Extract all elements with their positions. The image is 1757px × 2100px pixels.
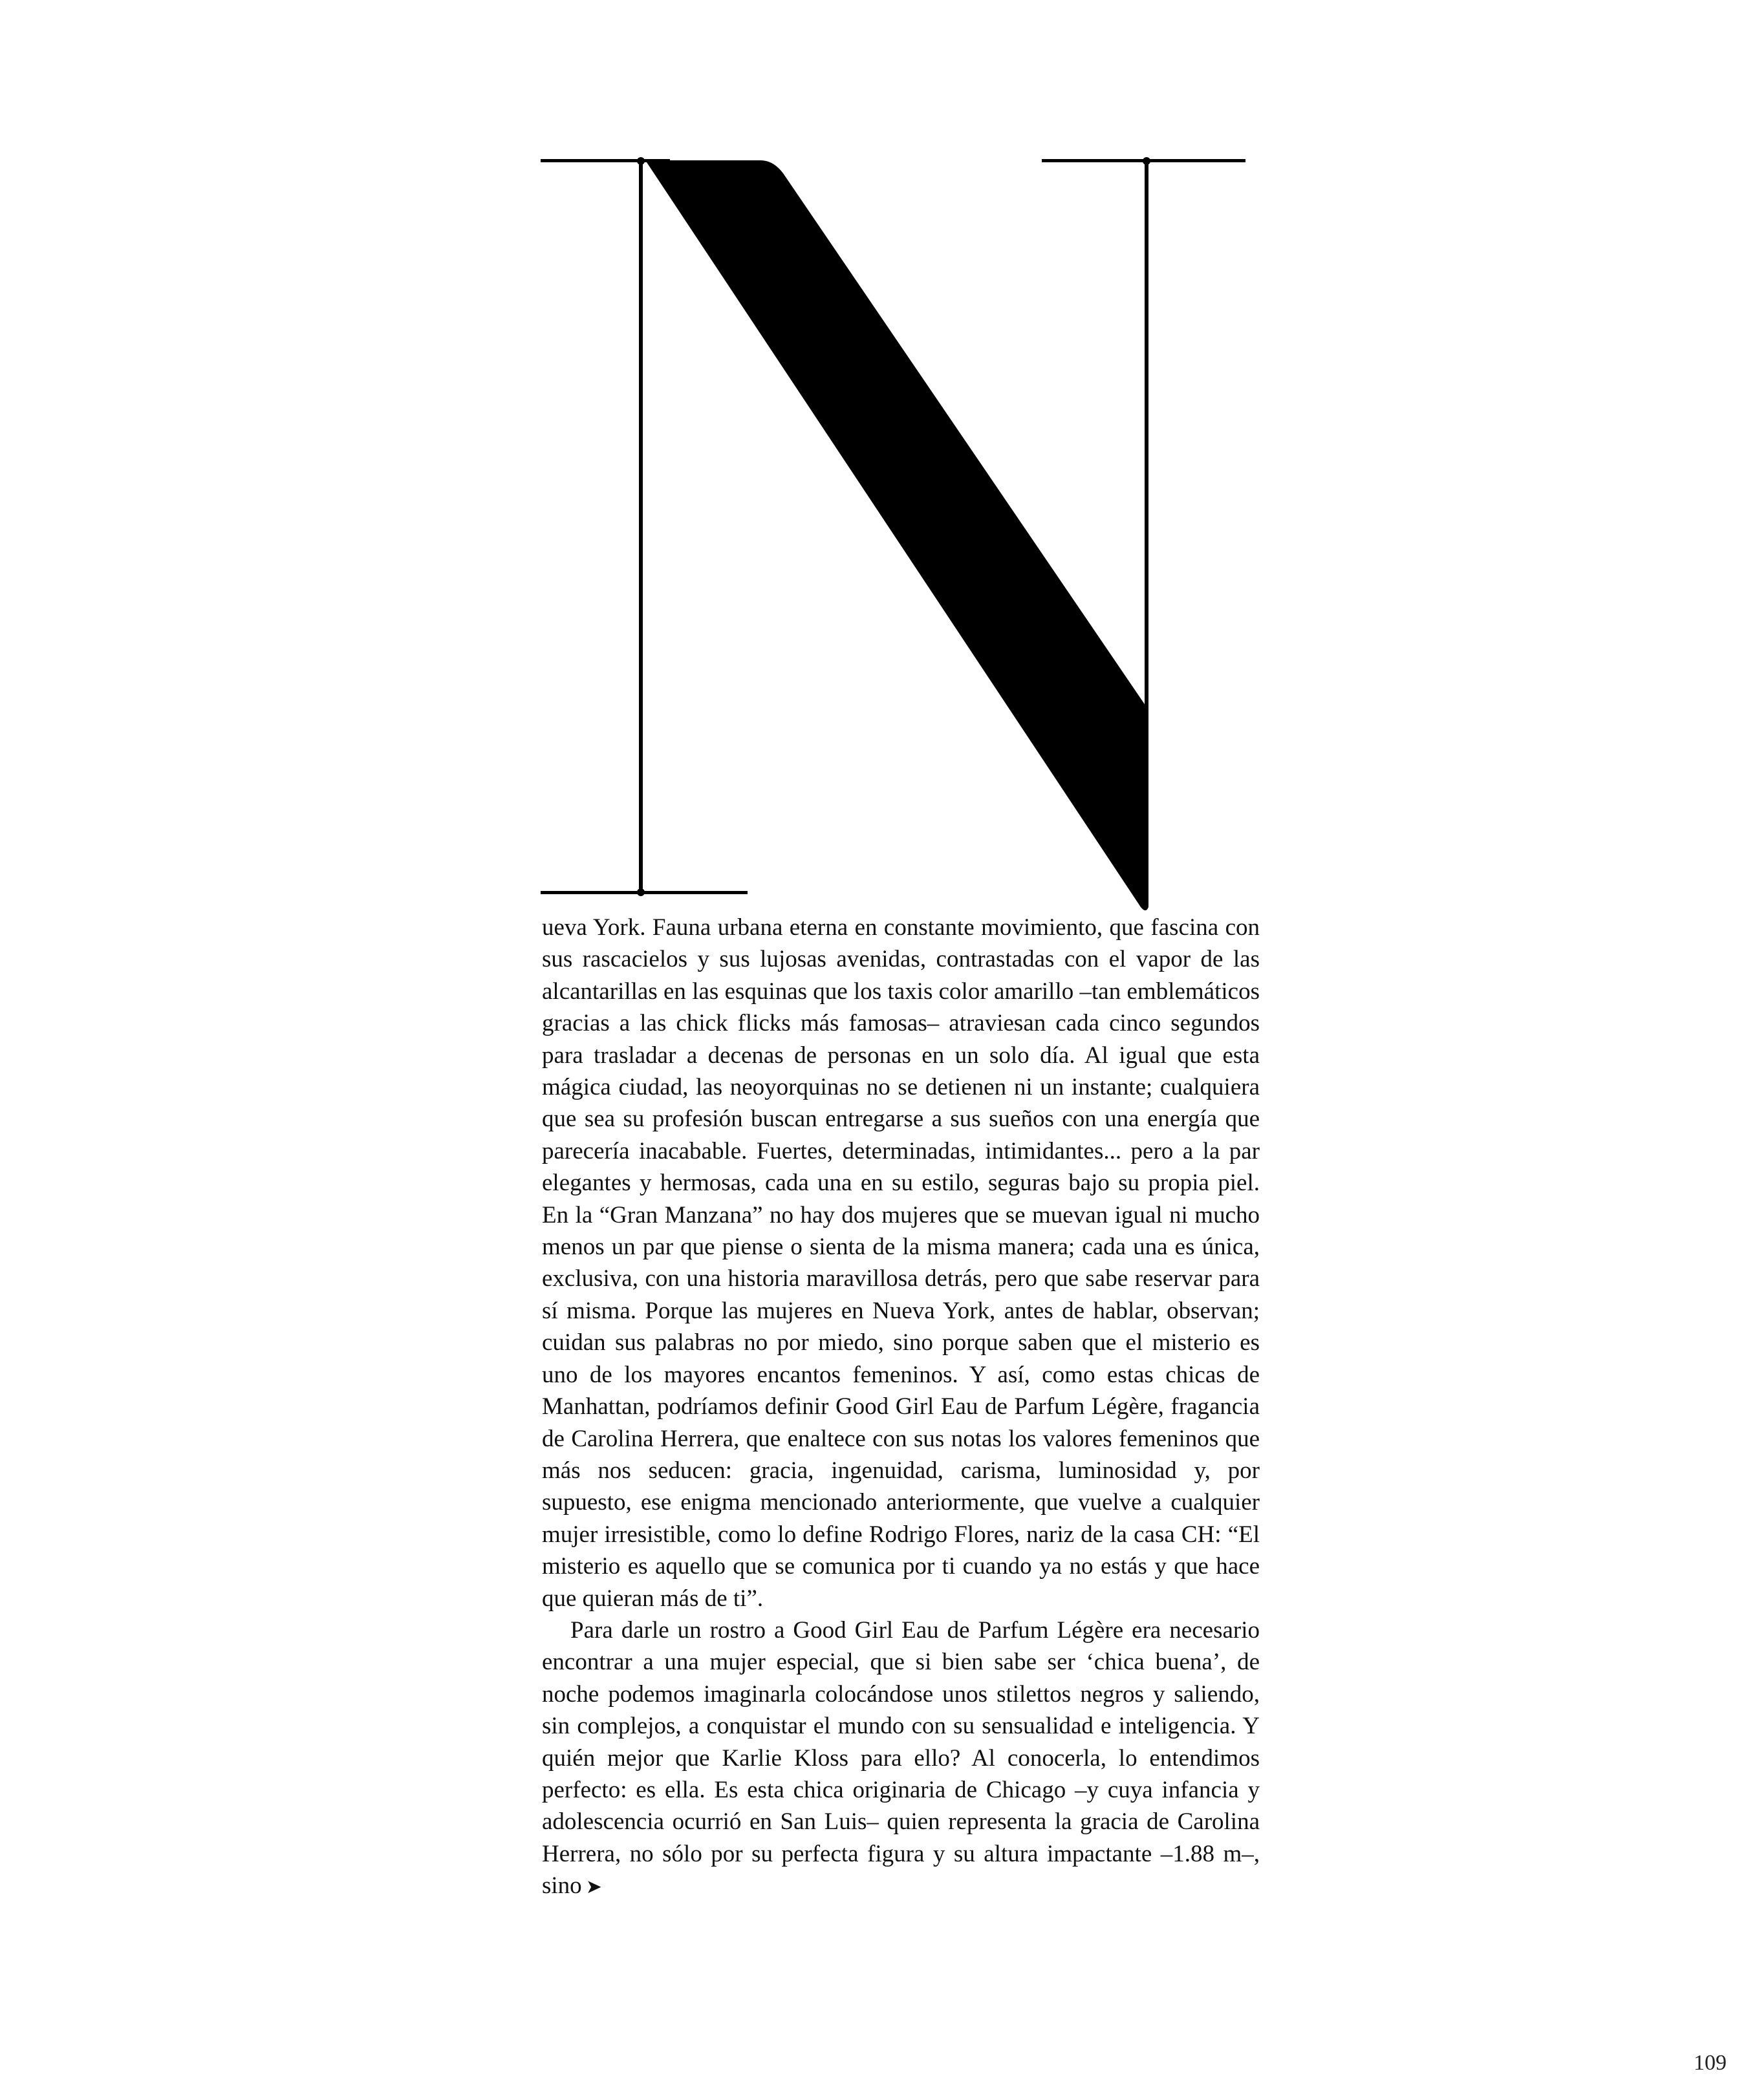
paragraph-2: [542, 1614, 1260, 1903]
article-body: [542, 912, 1260, 1903]
drop-cap-letter-n: [541, 154, 1258, 914]
paragraph-1: ueva York. Fauna urbana eterna en constante movimiento, que fascina con sus rascacielos y sus lujosas avenidas, contrastadas con el vapor de las alcantarillas en las esquinas que los taxis color amarillo –tan emblemáticos gracias a las chick flicks más famosas– atraviesan cada cinco segundos para trasladar a decenas de personas en un solo día. Al igual que esta mágica ciudad, las neoyorquinas no se detienen ni un instante; cualquiera que sea su profesión buscan entregarse a sus sueños con una energía que parecería inacabable. Fuertes, determinadas, intimidantes... pero a la par elegantes y hermosas, cada una en su estilo, seguras bajo su propia piel. En la “Gran Manzana” no hay dos mujeres que se muevan igual ni mucho menos un par que piense o sienta de la misma manera; cada una es única, exclusiva, con una historia maravillosa detrás, pero que sabe reservar para sí misma. Porque las mujeres en Nueva York, antes de hablar, observan; cuidan sus palabras no por miedo, sino porque saben que el misterio es uno de los mayores encantos femeninos. Y así, como estas chicas de Manhattan, podríamos definir Good Girl Eau de Parfum Légère, fragancia de Carolina Herrera, que enaltece con sus notas los valores femeninos que más nos seducen: gracia, ingenuidad, carisma, luminosidad y, por supuesto, ese enigma mencionado anteriormente, que vuelve a cualquier mujer irresistible, como lo define Rodrigo Flores, nariz de la casa CH: “El misterio es aquello que se comunica por ti cuando ya no estás y que hace que quieran más de ti”.: [542, 914, 1260, 1612]
page-number: 109: [1694, 2051, 1727, 2075]
continue-arrow-icon: ➤: [585, 1876, 602, 1898]
paragraph-2-text: Para darle un rostro a Good Girl Eau de Parfum Légère era necesario encontrar a una mujer especial, que si bien sabe ser ‘chica buena’, de noche podemos imaginarla colocándose unos stilettos negros y saliendo, sin complejos, a conquistar el mundo con su sensualidad e inteligencia. Y quién mejor que Karlie Kloss para ello? Al conocerla, lo entendimos perfecto: es ella. Es esta chica originaria de Chicago –y cuya infancia y adolescencia ocurrió en San Luis– quien representa la gracia de Carolina Herrera, no sólo por su perfecta figura y su altura impactante –1.88 m–, sino: [542, 1616, 1260, 1900]
